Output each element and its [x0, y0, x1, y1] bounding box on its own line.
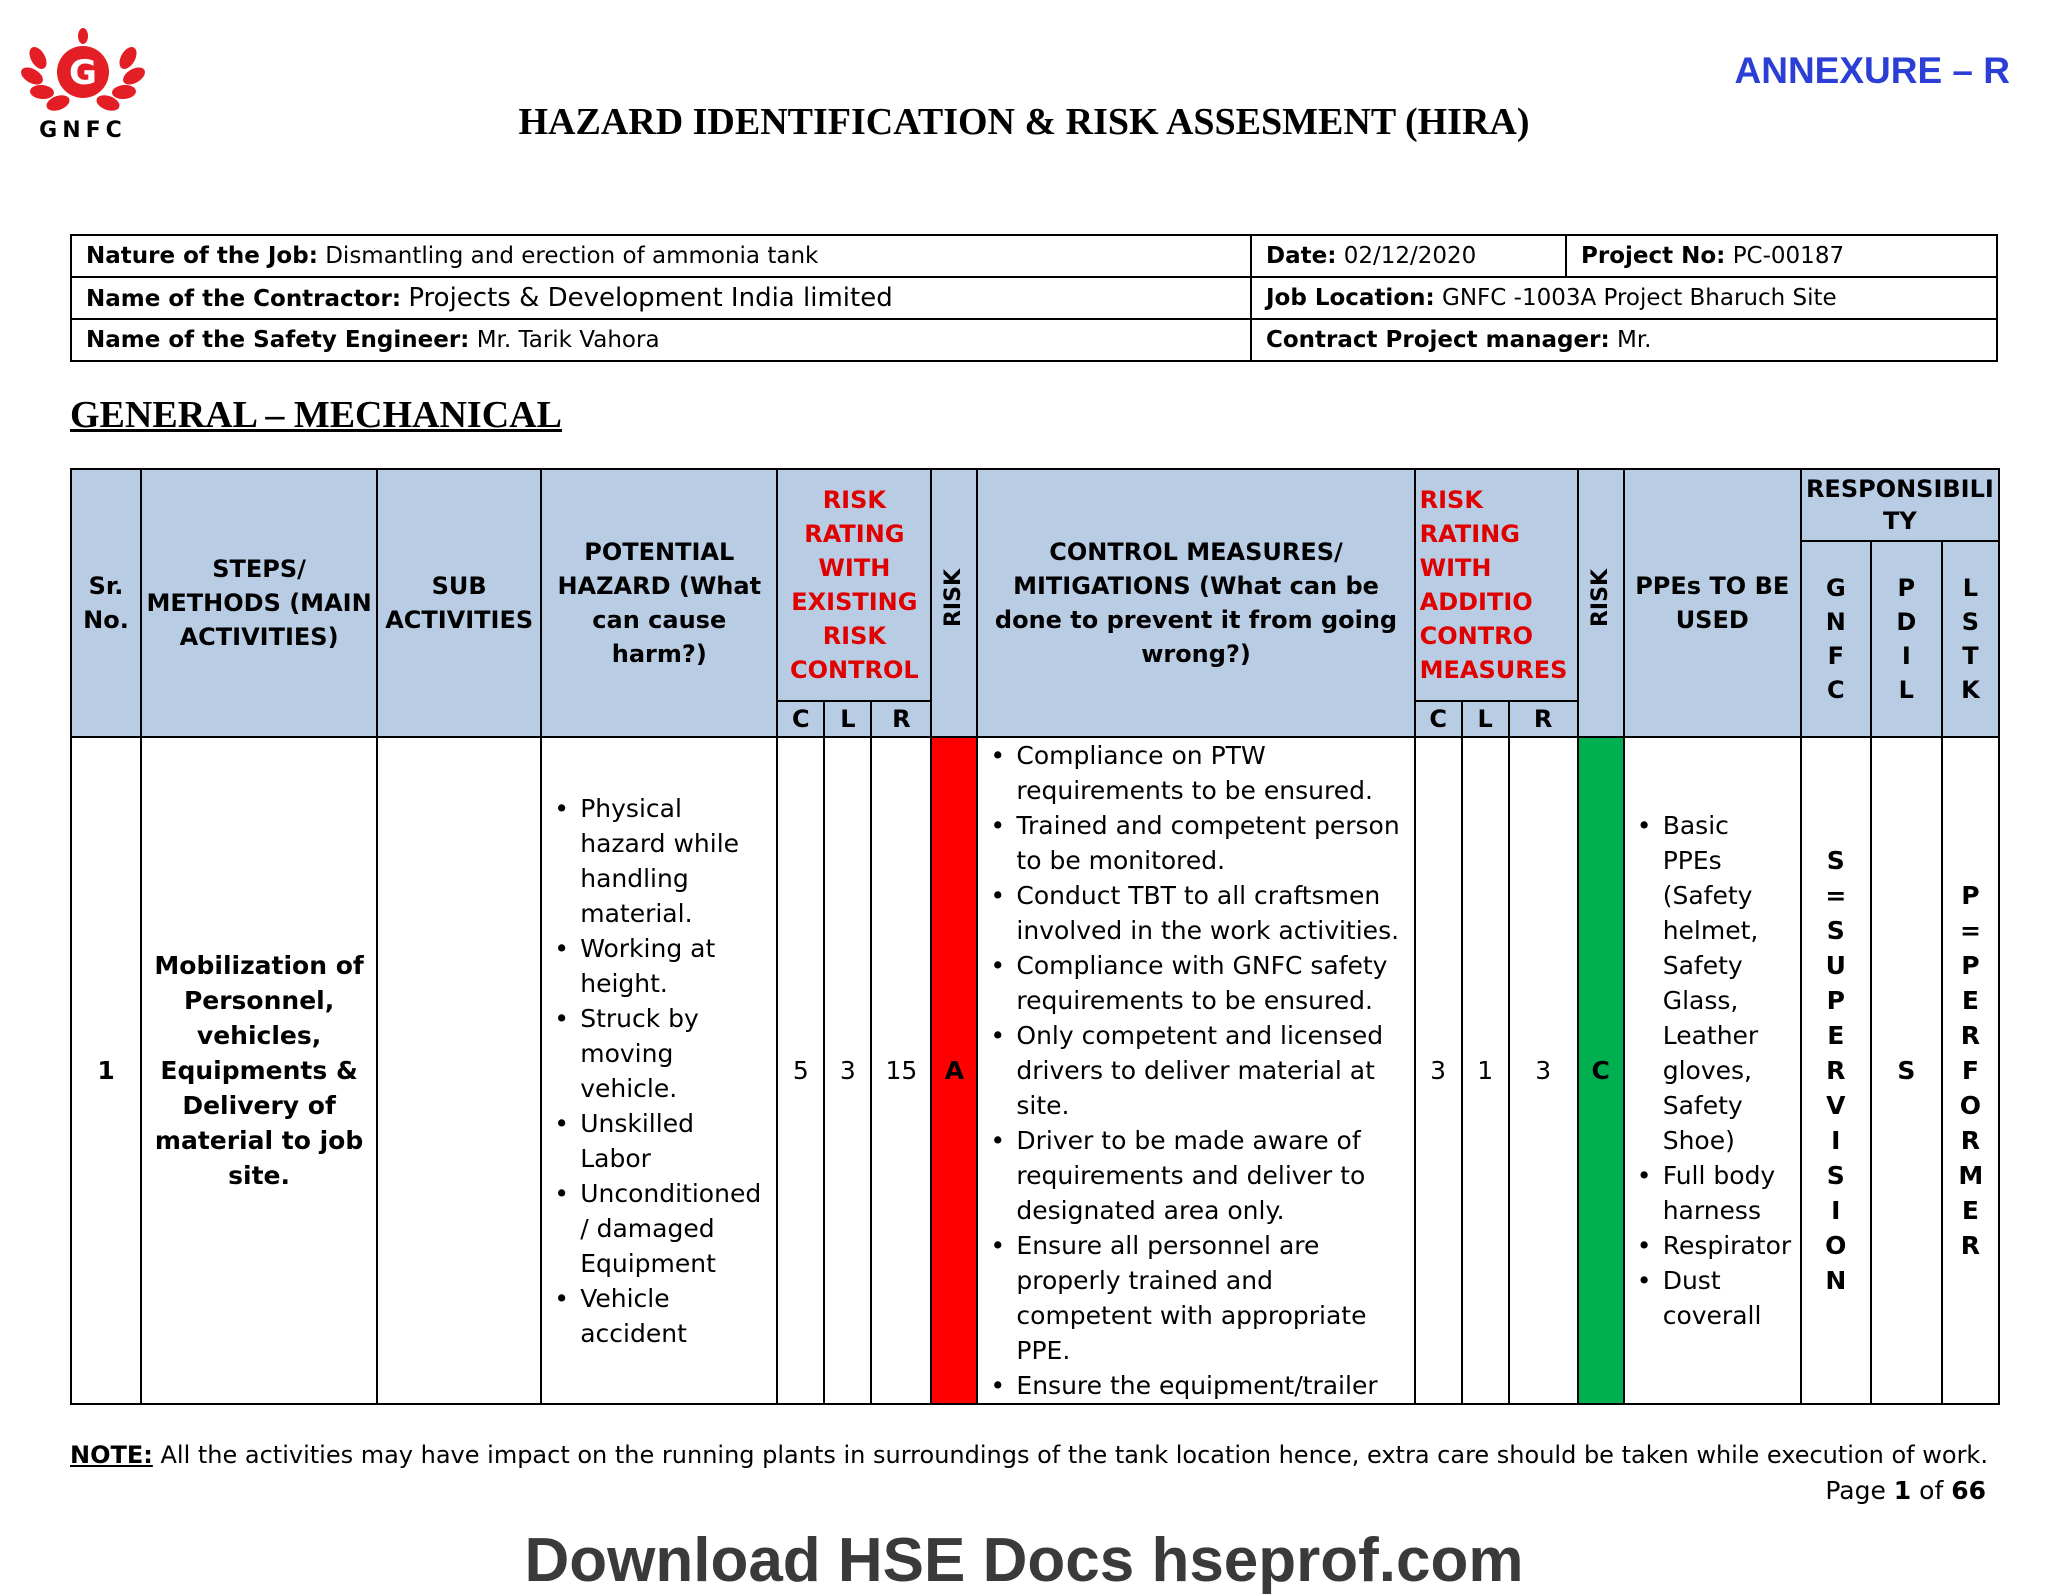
- page-prefix: Page: [1825, 1476, 1894, 1505]
- info-row: [71, 277, 1997, 319]
- job-info-table: [70, 234, 1998, 362]
- watermark: Download HSE Docs hseprof.com: [524, 1526, 1524, 1595]
- r-value: 15: [871, 737, 931, 1404]
- steps-cell: Mobilization of Personnel, vehicles, Equipments & Delivery of material to job site.: [141, 737, 377, 1404]
- risk-rating-high: A: [931, 737, 977, 1404]
- gnfc-label: GNFC: [1825, 574, 1846, 704]
- nature-label: Nature of the Job:: [86, 243, 318, 269]
- location-label: Job Location:: [1266, 285, 1435, 311]
- list-item: • Respirator: [1663, 1228, 1796, 1263]
- list-item: • Basic PPEs (Safety helmet, Safety Glass, Leather gloves, Safety Shoe): [1663, 808, 1796, 1158]
- list-item: • Ensure all personnel are properly trained and competent with appropriate PPE.: [1016, 1228, 1407, 1368]
- location-value: GNFC -1003A Project Bharuch Site: [1442, 285, 1837, 311]
- nature-cell: [71, 235, 1251, 277]
- c2-value: 3: [1415, 737, 1462, 1404]
- contractor-cell: [71, 277, 1251, 319]
- manager-value: Mr.: [1616, 327, 1652, 353]
- l-value: 3: [824, 737, 871, 1404]
- hazard-header: POTENTIAL HAZARD (What can cause harm?): [541, 469, 777, 737]
- r2-value: 3: [1509, 737, 1578, 1404]
- risk2-header: [1578, 469, 1624, 737]
- sub-cell: [377, 737, 541, 1404]
- list-item: • Compliance on PTW requirements to be ensured.: [1016, 738, 1407, 808]
- hazard-cell: [541, 737, 777, 1404]
- gnfc-header: [1801, 541, 1871, 737]
- control-list: [978, 738, 1407, 1403]
- risk-rating-low: C: [1578, 737, 1624, 1404]
- l-header: L: [824, 701, 871, 737]
- page-current: 1: [1893, 1476, 1912, 1505]
- lstk-label: LSTK: [1961, 574, 1980, 704]
- date-label: Date:: [1266, 243, 1337, 269]
- responsibility-header: RESPONSIBILI TY: [1801, 469, 1999, 541]
- control-cell: [977, 737, 1414, 1404]
- r2-header: R: [1509, 701, 1578, 737]
- page-of: of: [1911, 1476, 1952, 1505]
- section-title: GENERAL – MECHANICAL: [70, 394, 562, 436]
- list-item: • Conduct TBT to all craftsmen involved in the work activities.: [1016, 878, 1407, 948]
- list-item: • Struck by moving vehicle.: [580, 1001, 770, 1106]
- hira-table: [70, 468, 2000, 1405]
- info-row: [71, 235, 1997, 277]
- date-cell: [1251, 235, 1566, 277]
- r-header: R: [871, 701, 931, 737]
- hazard-list: [542, 791, 770, 1351]
- gnfc-resp-cell: [1801, 737, 1871, 1404]
- sr-no-header: Sr. No.: [71, 469, 141, 737]
- sub-activities-header: SUB ACTIVITIES: [377, 469, 541, 737]
- list-item: • Vehicle accident: [580, 1281, 770, 1351]
- table-row: [71, 737, 1999, 1404]
- date-value: 02/12/2020: [1343, 243, 1477, 269]
- engineer-cell: [71, 319, 1251, 361]
- ppe-cell: [1624, 737, 1801, 1404]
- contractor-label: Name of the Contractor:: [86, 286, 402, 312]
- engineer-value: Mr. Tarik Vahora: [476, 327, 660, 353]
- c2-header: C: [1415, 701, 1462, 737]
- l2-header: L: [1462, 701, 1509, 737]
- list-item: • Physical hazard while handling material.: [580, 791, 770, 931]
- risk-additional-header: RISK RATING WITH ADDITIO CONTRO MEASURES: [1415, 469, 1578, 701]
- list-item: • Unconditioned / damaged Equipment: [580, 1176, 770, 1281]
- list-item: • Driver to be made aware of requirements and deliver to designated area only.: [1016, 1123, 1407, 1228]
- header-row: [71, 469, 1999, 541]
- control-header: CONTROL MEASURES/ MITIGATIONS (What can be done to prevent it from going wrong?): [977, 469, 1414, 737]
- list-item: • Only competent and licensed drivers to deliver material at site.: [1016, 1018, 1407, 1123]
- info-row: [71, 319, 1997, 361]
- ppe-list: [1625, 808, 1796, 1333]
- project-cell: [1566, 235, 1997, 277]
- project-value: PC-00187: [1732, 243, 1845, 269]
- sr-cell: 1: [71, 737, 141, 1404]
- risk2-label: RISK: [1587, 569, 1613, 628]
- manager-cell: [1251, 319, 1997, 361]
- l2-value: 1: [1462, 737, 1509, 1404]
- lstk-resp: P=PERFORMER: [1958, 881, 1984, 1260]
- location-cell: [1251, 277, 1997, 319]
- risk-existing-header: RISK RATING WITH EXISTING RISK CONTROL: [777, 469, 931, 701]
- lstk-resp-cell: [1942, 737, 1999, 1404]
- pdil-label: PDIL: [1896, 574, 1917, 704]
- list-item: • Compliance with GNFC safety requirements to be ensured.: [1016, 948, 1407, 1018]
- list-item: • Ensure the equipment/trailer: [1016, 1368, 1407, 1403]
- list-item: • Dust coverall: [1663, 1263, 1796, 1333]
- lstk-header: [1942, 541, 1999, 737]
- contractor-value: Projects & Development India limited: [408, 283, 893, 313]
- project-label: Project No:: [1581, 243, 1726, 269]
- list-item: • Full body harness: [1663, 1158, 1796, 1228]
- c-header: C: [777, 701, 824, 737]
- annexure-label: ANNEXURE – R: [1734, 50, 2010, 91]
- note-label: NOTE:: [70, 1441, 153, 1469]
- ppe-header: PPEs TO BE USED: [1624, 469, 1801, 737]
- logo-text: GNFC: [39, 118, 127, 143]
- svg-text:G: G: [69, 53, 97, 93]
- page-number: [1825, 1476, 1986, 1505]
- list-item: • Working at height.: [580, 931, 770, 1001]
- list-item: • Unskilled Labor: [580, 1106, 770, 1176]
- risk-label: RISK: [941, 569, 967, 628]
- pdil-resp-cell: S: [1871, 737, 1942, 1404]
- page-title: HAZARD IDENTIFICATION & RISK ASSESMENT (HIRA): [518, 101, 1530, 143]
- gnfc-resp: S=SUPERVISION: [1825, 846, 1847, 1295]
- note: [70, 1441, 1988, 1469]
- note-text: All the activities may have impact on the running plants in surroundings of the tank location hence, extra care should be taken while execution of work.: [152, 1441, 1988, 1469]
- page-total: 66: [1951, 1476, 1986, 1505]
- engineer-label: Name of the Safety Engineer:: [86, 327, 470, 353]
- pdil-header: [1871, 541, 1942, 737]
- risk-header: [931, 469, 977, 737]
- list-item: • Trained and competent person to be monitored.: [1016, 808, 1407, 878]
- c-value: 5: [777, 737, 824, 1404]
- nature-value: Dismantling and erection of ammonia tank: [325, 243, 819, 269]
- manager-label: Contract Project manager:: [1266, 327, 1610, 353]
- steps-header: STEPS/ METHODS (MAIN ACTIVITIES): [141, 469, 377, 737]
